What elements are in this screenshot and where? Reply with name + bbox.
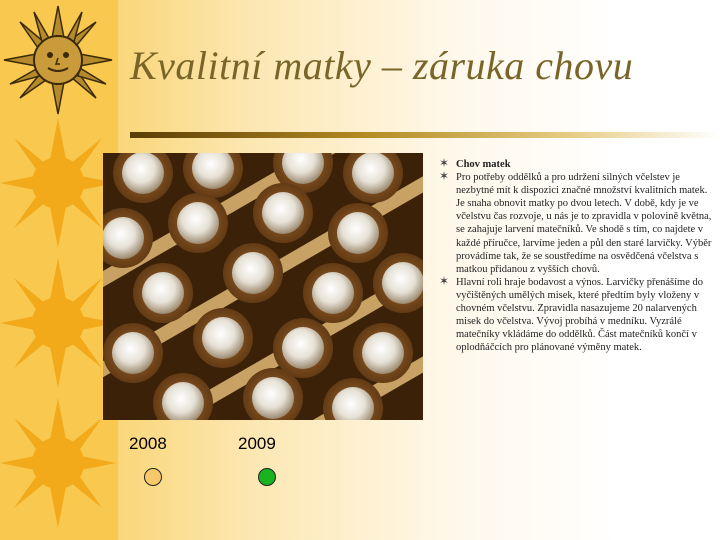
year-marker-2009[interactable] — [258, 468, 276, 486]
bullet-text: Hlavní roli hraje bodavost a výnos. Larvičky přenášíme do vyčištěných umělých misek, které předtím byly vloženy v chovném včelstvu. Zpravidla nasazujeme 20 nalarvených misek do včelstva. Vývoj probíhá v medníku. Vyzrálé matečníky vkládáme do oddělků. Část matečníků končí v oplodňáčcích pro plánované výměny matek. — [456, 276, 703, 354]
star-bullet-icon: ✶ — [439, 169, 450, 184]
royal-jelly-larva — [103, 217, 144, 259]
royal-jelly-larva — [382, 262, 423, 304]
royal-jelly-larva — [122, 153, 164, 194]
title-underline — [130, 132, 720, 138]
royal-jelly-larva — [252, 377, 294, 419]
royal-jelly-larva — [337, 212, 379, 254]
bullet-list — [440, 158, 712, 354]
royal-jelly-larva — [312, 272, 354, 314]
royal-jelly-larva — [232, 252, 274, 294]
year-marker-2008[interactable] — [144, 468, 162, 486]
royal-jelly-larva — [142, 272, 184, 314]
royal-jelly-larva — [177, 202, 219, 244]
bullet-text: Pro potřeby oddělků a pro udržení silných včelstev je nezbytné mít k dispozici značné množství kvalitních matek. Je snaha obnovit matky po dvou letech. V době, kdy je ve včelstvu čas rozvoje, u nás je to zpravidla v polovině května, se zahajuje larvení matečníků. Ve shodě s tím, co najdete v každé příručce, larvíme jeden a půl den staré larvičky. Výběr provádíme tak, že se soustředíme na osvědčená včelstva s matkou přidanou z vyšších chovů. — [456, 172, 712, 275]
year-label-2008: 2008 — [129, 434, 167, 453]
royal-jelly-larva — [352, 153, 394, 194]
queen-cells-photo — [103, 153, 423, 420]
sun-decoration-icon — [0, 398, 116, 528]
bullet-item — [440, 171, 712, 276]
royal-jelly-larva — [202, 317, 244, 359]
bullet-heading: Chov matek — [456, 159, 511, 170]
bullet-item — [439, 273, 712, 355]
royal-jelly-larva — [362, 332, 404, 374]
bullet-item — [440, 158, 712, 171]
sun-face-logo — [2, 4, 114, 116]
royal-jelly-larva — [282, 327, 324, 369]
sun-decoration-icon — [0, 118, 116, 248]
star-bullet-icon: ✶ — [439, 273, 450, 288]
slide-title: Kvalitní matky – záruka chovu — [130, 43, 634, 88]
sun-decoration-icon — [0, 258, 116, 388]
royal-jelly-larva — [262, 192, 304, 234]
royal-jelly-larva — [112, 332, 154, 374]
year-label-2009: 2009 — [238, 434, 276, 453]
star-bullet-icon: ✶ — [439, 156, 450, 170]
